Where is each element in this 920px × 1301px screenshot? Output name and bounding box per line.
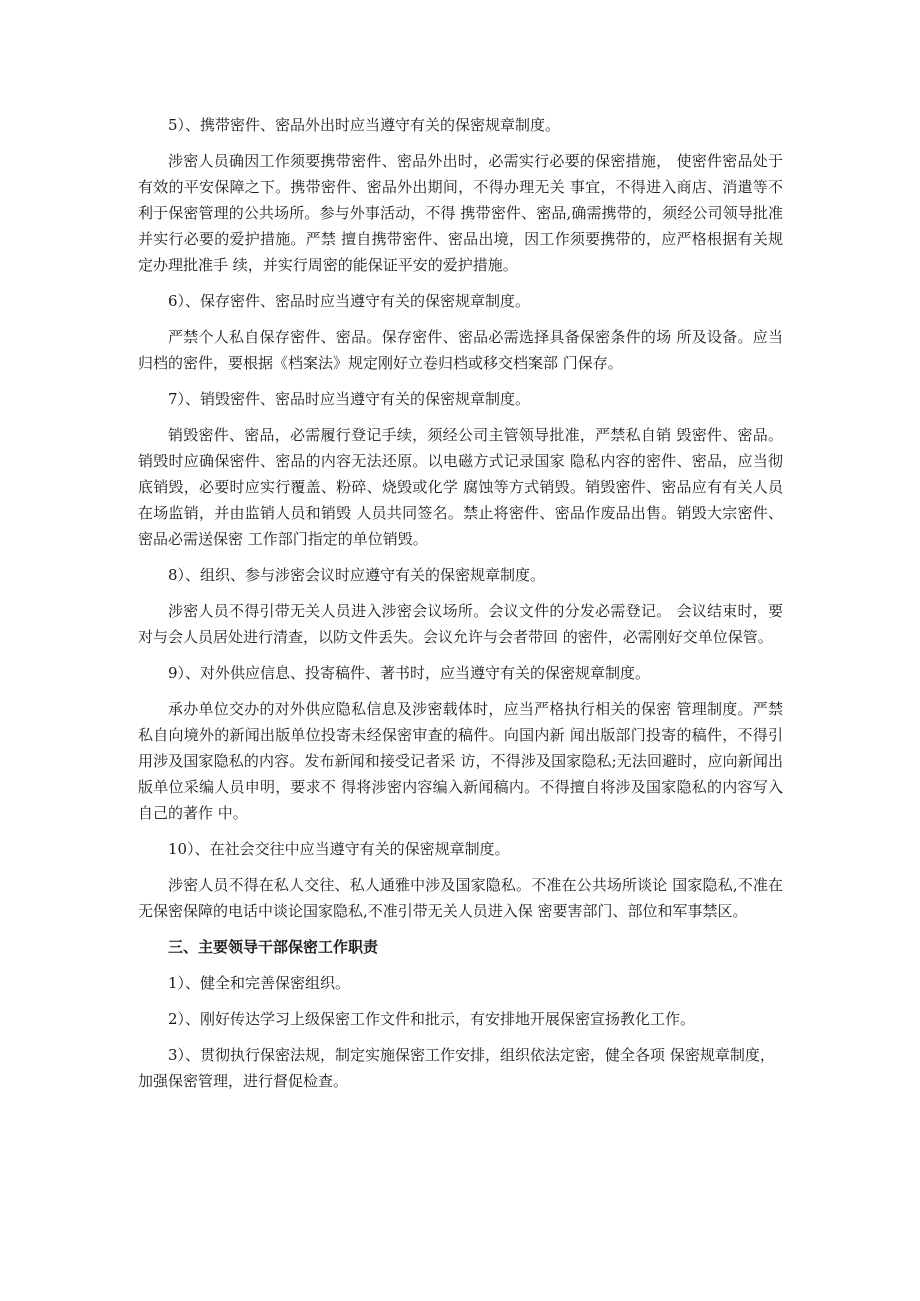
paragraph-social: 涉密人员不得在私人交往、私人通雅中涉及国家隐私。不准在公共场所谈论 国家隐私,不准在无保密保障的电话中谈论国家隐私,不准引带无关人员进入保 密要害部门、部位和军事禁区。	[138, 876, 783, 920]
paragraph-store-secrets: 严禁个人私自保存密件、密品。保存密件、密品必需选择具备保密条件的场 所及设备。应当归档的密件，要根据《档案法》规定刚好立卷归档或移交档案部 门保存。	[138, 328, 783, 372]
section-item-8: 8）、组织、参与涉密会议时应遵守有关的保密规章制度。	[168, 566, 546, 584]
section-item-5: 5）、携带密件、密品外出时应当遵守有关的保密规章制度。	[168, 116, 561, 134]
paragraph-publications: 承办单位交办的对外供应隐私信息及涉密载体时，应当严格执行相关的保密 管理制度。严禁私自向境外的新闻出版单位投寄未经保密审查的稿件。向国内新 闻出版部门投寄的稿件，不得引用涉及国家隐私的内容。发布新闻和接受记者采 访，不得涉及国家隐私;无法回避时，应向新闻出版单位采编人员申明，要求不 得将涉密内容编入新闻稿内。不得擅自将涉及国家隐私的内容写入自己的著作 中。	[138, 700, 783, 822]
section-heading-leader-duties: 三、主要领导干部保密工作职责	[168, 938, 379, 956]
paragraph-carry-secrets: 涉密人员确因工作须要携带密件、密品外出时，必需实行必要的保密措施， 使密件密品处于有效的平安保障之下。携带密件、密品外出期间，不得办理无关 事宜，不得进入商店、消遣等不利于保密管理的公共场所。参与外事活动，不得 携带密件、密品,确需携带的，须经公司领导批准并实行必要的爱护措施。严禁 擅自携带密件、密品出境，因工作须要携带的，应严格根据有关规定办理批准手 续，并实行周密的能保证平安的爱护措施。	[138, 152, 783, 274]
duty-item-2: 2）、刚好传达学习上级保密工作文件和批示，有安排地开展保密宣扬教化工作。	[168, 1010, 696, 1028]
paragraph-meetings: 涉密人员不得引带无关人员进入涉密会议场所。会议文件的分发必需登记。 会议结束时，要对与会人员居处进行清查，以防文件丢失。会议允许与会者带回 的密件，必需刚好交单位保管。	[138, 602, 783, 646]
duty-item-1: 1）、健全和完善保密组织。	[168, 974, 351, 992]
document-body	[138, 112, 783, 1104]
duty-item-3: 3）、贯彻执行保密法规，制定实施保密工作安排，组织依法定密，健全各项 保密规章制度，加强保密管理，进行督促检查。	[138, 1046, 775, 1090]
paragraph-destroy-secrets: 销毁密件、密品，必需履行登记手续，须经公司主管领导批准，严禁私自销 毁密件、密品。销毁时应确保密件、密品的内容无法还原。以电磁方式记录国家 隐私内容的密件、密品，应当彻底销毁，必要时应实行覆盖、粉碎、烧毁或化学 腐蚀等方式销毁。销毁密件、密品应有有关人员在场监销，并由监销人员和销毁 人员共同签名。禁止将密件、密品作废品出售。销毁大宗密件、密品必需送保密 工作部门指定的单位销毁。	[138, 426, 783, 548]
section-item-6: 6）、保存密件、密品时应当遵守有关的保密规章制度。	[168, 292, 531, 310]
section-item-9: 9）、对外供应信息、投寄稿件、著书时，应当遵守有关的保密规章制度。	[168, 664, 651, 682]
section-item-7: 7）、销毁密件、密品时应当遵守有关的保密规章制度。	[168, 390, 531, 408]
section-item-10: 10）、在社会交往中应当遵守有关的保密规章制度。	[168, 840, 510, 858]
